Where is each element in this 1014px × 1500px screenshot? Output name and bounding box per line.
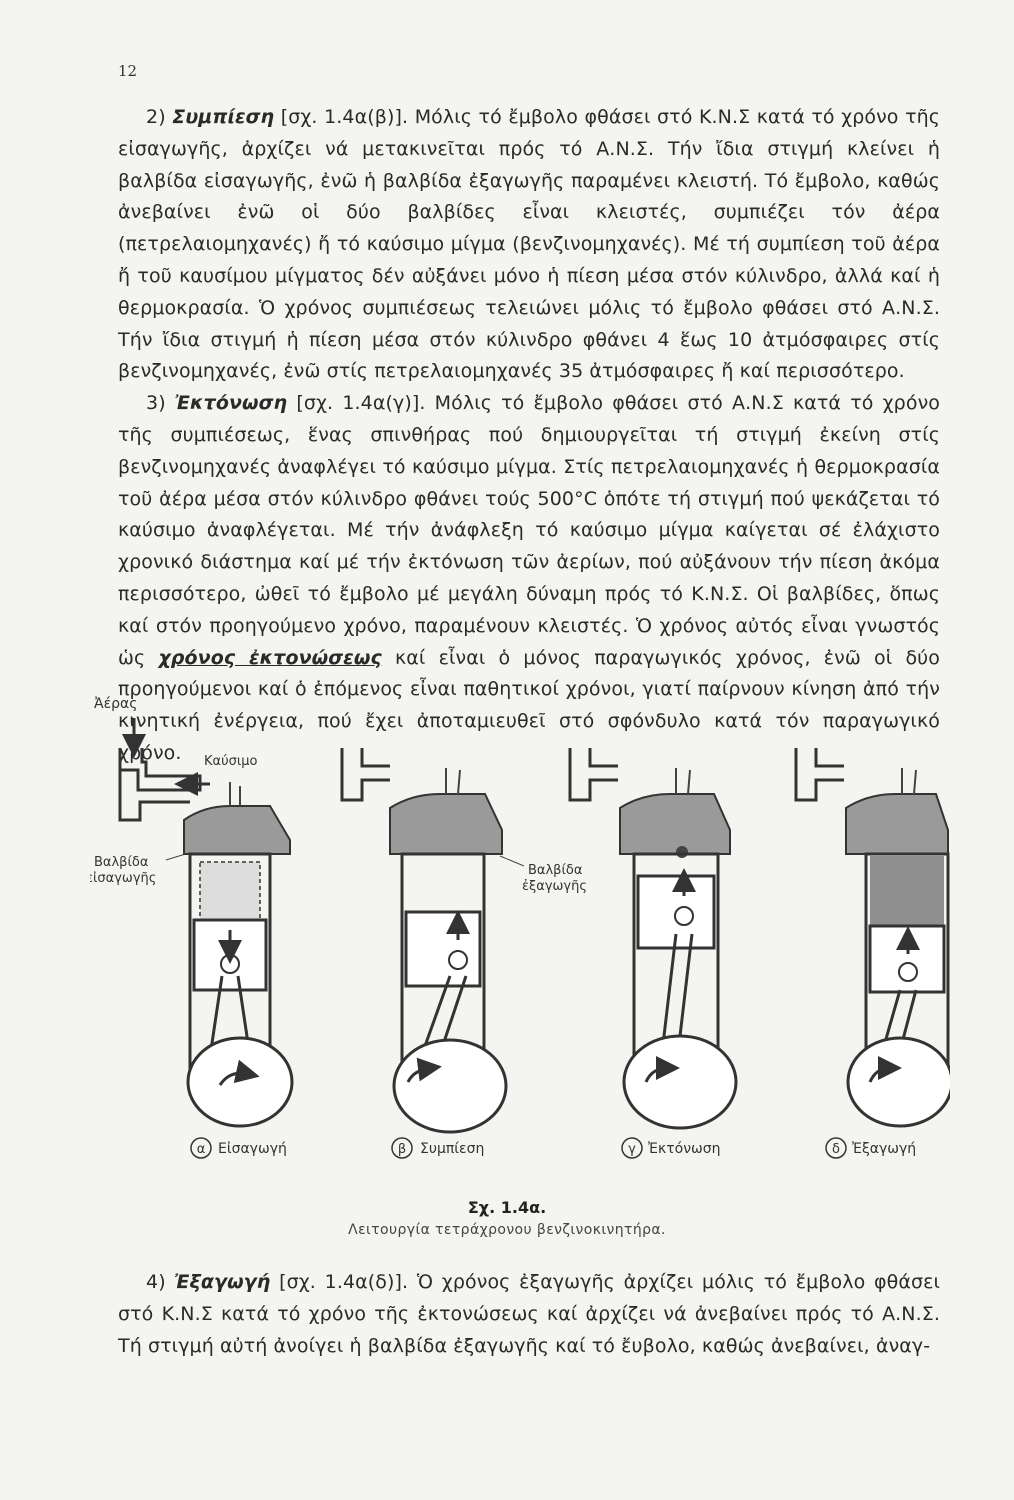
leader-line	[500, 856, 524, 866]
svg-text:Ἐκτόνωση: Ἐκτόνωση	[648, 1141, 721, 1157]
emphasis-expansion-stroke: χρόνος ἐκτονώσεως	[158, 646, 382, 669]
paragraph-compression	[118, 102, 940, 388]
figure-reference: [σχ. 1.4α(β)].	[280, 106, 409, 128]
paragraph-exhaust	[118, 1267, 940, 1362]
svg-text:δ: δ	[832, 1142, 840, 1157]
svg-text:Συμπίεση: Συμπίεση	[420, 1141, 485, 1157]
svg-text:Εἰσαγωγή: Εἰσαγωγή	[218, 1141, 287, 1157]
exhaust-valve-label: Βαλβίδα	[528, 863, 583, 878]
term-compression: Συμπίεση	[172, 106, 275, 128]
svg-text:Ἐξαγωγή: Ἐξαγωγή	[852, 1141, 917, 1157]
engine-figure	[90, 690, 950, 1160]
figure-caption-subtitle: Λειτουργία τετράχρονου βενζινοκινητήρα.	[348, 1222, 666, 1238]
body-text-top	[118, 102, 940, 770]
panel-label-intake	[191, 1138, 287, 1158]
paragraph-text: Μόλις τό ἔμβολο φθάσει στό Α.Ν.Σ κατά τό χρόνο τῆς συμπιέσεως, ἕνας σπινθήρας πού δημιουργεῖται τή στιγμή ἐκείνη στίς βενζινομηχανές ἀναφλέγει τό καύσιμο μίγμα. Στίς πετρελαιομηχανές ἡ θερμοκρασία τοῦ ἀέρα μέσα στόν κύλινδρο φθάνει τούς 500°C ὁπότε τή στιγμή πού ψεκάζεται τό καύσιμο ἀναφλέγεται. Μέ τήν ἀνάφλεξη τό καύσιμο μίγμα καίγεται σέ ἐλάχιστο χρονικό διάστημα καί μέ τήν ἐκτόνωση τῶν ἀερίων, πού αὐξάνουν τήν πίεση ἀκόμα περισσότερο, ὠθεῖ τό ἔμβολο μέ μεγάλη δύναμη πρός τό Κ.Ν.Σ. Οἱ βαλβίδες, ὅπως καί στόν προηγούμενο χρόνο, παραμένουν κλειστές. Ὁ χρόνος αὐτός εἶναι γνωστός ὡς	[118, 392, 941, 669]
paragraph-text: Μόλις τό ἔμβολο φθάσει στό Κ.Ν.Σ κατά τό χρόνο τῆς εἰσαγωγῆς, ἀρχίζει νά μετακινεῖται πρός τό Α.Ν.Σ. Τήν ἴδια στιγμή κλείνει ἡ βαλβίδα εἰσαγωγῆς, ἐνῶ ἡ βαλβίδα ἐξαγωγῆς παραμένει κλειστή. Τό ἔμβολο, καθώς ἀνεβαίνει ἐνῶ οἱ δύο βαλβίδες εἶναι κλειστές, συμπιέζει τόν ἀέρα (πετρελαιομηχανές) ἤ τό καύσιμο μίγμα (βενζινομηχανές). Μέ τή συμπίεση τοῦ ἀέρα ἤ τοῦ καυσίμου μίγματος δέν αὐξάνει μόνο ἡ πίεση μέσα στόν κύλινδρο, ἀλλά καί ἡ θερμοκρασία. Ὁ χρόνος συμπιέσεως τελειώνει μόλις τό ἔμβολο φθάσει στό Α.Ν.Σ. Τήν ἴδια στιγμή ἡ πίεση μέσα στόν κύλινδρο φθάνει 4 ἕως 10 ἀτμόσφαιρες στίς βενζινομηχανές, ἐνῶ στίς πετρελαιομηχανές 35 ἀτμόσφαιρες ἤ καί περισσότερο.	[118, 106, 940, 383]
air-label: Ἀέρας	[94, 696, 138, 712]
fuel-label: Καύσιμο	[204, 754, 258, 769]
item-number: 2)	[146, 106, 166, 128]
intake-valve-label: Βαλβίδα	[94, 855, 149, 870]
item-number: 4)	[146, 1271, 166, 1293]
figure-reference: [σχ. 1.4α(δ)].	[279, 1271, 409, 1293]
intake-valve-label: εἰσαγωγῆς	[90, 871, 157, 886]
exhaust-valve-label: ἐξαγωγῆς	[522, 879, 587, 894]
paragraph-text: Ὁ χρόνος ἐξαγωγῆς ἀρχίζει μόλις τό ἔμβολο φθάσει στό Κ.Ν.Σ κατά τό χρόνο τῆς ἐκτονώσεως καί ἀρχίζει νά ἀνεβαίνει πρός τό Α.Ν.Σ. Τή στιγμή αὐτή ἀνοίγει ἡ βαλβίδα ἐξαγωγῆς καί τό ἔυβολο, καθώς ἀνεβαίνει, ἀναγ-	[118, 1271, 941, 1357]
svg-text:γ: γ	[628, 1142, 636, 1157]
panel-label-exhaust	[826, 1138, 916, 1158]
figure-caption-title: Σχ. 1.4α.	[467, 1198, 547, 1217]
paragraph-text: καί εἶναι ὁ μόνος παραγωγικός χρόνος, ἐνῶ οἱ δύο προηγούμενοι καί ὁ ἑπόμενος εἶναι παθητικοί χρόνοι, γιατί παίρνουν κίνηση ἀπό τήν κινητική ἐνέργεια, πού ἔχει ἀποταμιευθεῖ στό σφόνδυλο κατά τόν παραγωγικό χρόνο.	[118, 646, 941, 764]
engine-panel-expansion	[570, 748, 736, 1128]
panel-label-expansion	[622, 1138, 721, 1158]
spark-icon	[676, 846, 688, 858]
panel-label-compression	[392, 1138, 484, 1158]
svg-text:α: α	[196, 1142, 206, 1157]
body-text-bottom	[118, 1267, 940, 1362]
engine-panel-compression	[342, 748, 506, 1132]
item-number: 3)	[146, 392, 166, 415]
term-exhaust: Ἐξαγωγή	[174, 1271, 271, 1293]
term-expansion: Ἐκτόνωση	[174, 392, 288, 415]
four-stroke-diagram	[90, 690, 950, 1160]
svg-text:β: β	[397, 1142, 407, 1157]
figure-reference: [σχ. 1.4α(γ)].	[296, 392, 426, 415]
engine-panel-intake	[120, 748, 292, 1126]
page-number: 12	[118, 62, 138, 80]
engine-panel-exhaust	[796, 748, 950, 1126]
